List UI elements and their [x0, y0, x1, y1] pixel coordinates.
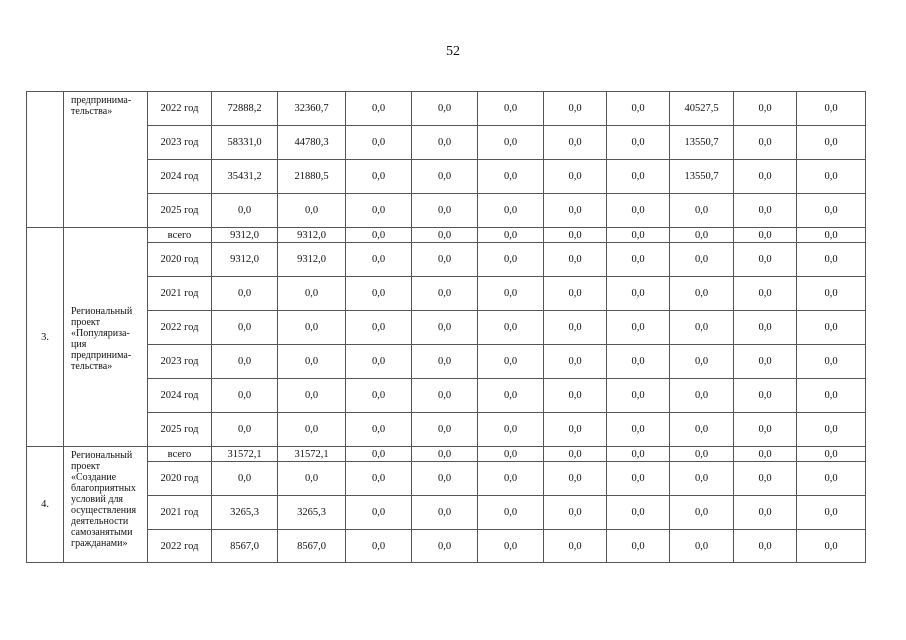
year-cell: 2024 год	[148, 160, 212, 194]
value-cell: 0,0	[212, 345, 278, 379]
value-cell: 3265,3	[278, 496, 346, 530]
value-cell: 9312,0	[278, 243, 346, 277]
value-cell: 0,0	[544, 160, 607, 194]
value-cell: 0,0	[797, 379, 866, 413]
value-cell: 0,0	[346, 447, 412, 462]
value-cell: 0,0	[478, 413, 544, 447]
value-cell: 31572,1	[212, 447, 278, 462]
value-cell: 0,0	[670, 194, 734, 228]
value-cell: 0,0	[412, 126, 478, 160]
value-cell: 32360,7	[278, 92, 346, 126]
value-cell: 0,0	[544, 277, 607, 311]
row-index: 3.	[27, 228, 64, 447]
value-cell: 0,0	[670, 243, 734, 277]
year-cell: 2022 год	[148, 92, 212, 126]
value-cell: 0,0	[607, 277, 670, 311]
value-cell: 0,0	[412, 160, 478, 194]
value-cell: 0,0	[544, 228, 607, 243]
value-cell: 0,0	[607, 413, 670, 447]
value-cell: 0,0	[412, 496, 478, 530]
value-cell: 0,0	[607, 462, 670, 496]
value-cell: 31572,1	[278, 447, 346, 462]
value-cell: 0,0	[797, 530, 866, 563]
value-cell: 0,0	[278, 379, 346, 413]
value-cell: 0,0	[412, 243, 478, 277]
year-cell: 2022 год	[148, 530, 212, 563]
value-cell: 0,0	[734, 311, 797, 345]
year-cell: 2025 год	[148, 194, 212, 228]
value-cell: 0,0	[607, 160, 670, 194]
value-cell: 0,0	[544, 92, 607, 126]
budget-table	[26, 91, 866, 563]
value-cell: 0,0	[797, 462, 866, 496]
value-cell: 0,0	[212, 462, 278, 496]
value-cell: 0,0	[478, 462, 544, 496]
value-cell: 0,0	[607, 379, 670, 413]
value-cell: 40527,5	[670, 92, 734, 126]
table-row	[27, 496, 866, 530]
value-cell: 0,0	[670, 277, 734, 311]
value-cell: 0,0	[278, 311, 346, 345]
value-cell: 0,0	[346, 379, 412, 413]
value-cell: 0,0	[478, 345, 544, 379]
value-cell: 0,0	[734, 447, 797, 462]
year-cell: всего	[148, 447, 212, 462]
value-cell: 0,0	[797, 447, 866, 462]
table-row	[27, 413, 866, 447]
value-cell: 0,0	[478, 243, 544, 277]
value-cell: 0,0	[734, 228, 797, 243]
value-cell: 0,0	[346, 413, 412, 447]
value-cell: 0,0	[734, 462, 797, 496]
project-name: Региональный проект «Создание благоприятных условий для осуществления деятельности самозанятыми гражданами»	[64, 447, 148, 563]
value-cell: 0,0	[346, 345, 412, 379]
value-cell: 0,0	[607, 496, 670, 530]
value-cell: 0,0	[797, 345, 866, 379]
value-cell: 0,0	[478, 228, 544, 243]
value-cell: 0,0	[544, 126, 607, 160]
value-cell: 0,0	[478, 92, 544, 126]
value-cell: 0,0	[670, 447, 734, 462]
value-cell: 0,0	[734, 126, 797, 160]
value-cell: 0,0	[544, 413, 607, 447]
value-cell: 0,0	[544, 496, 607, 530]
value-cell: 0,0	[412, 228, 478, 243]
value-cell: 0,0	[670, 496, 734, 530]
year-cell: всего	[148, 228, 212, 243]
value-cell: 0,0	[412, 345, 478, 379]
value-cell: 0,0	[478, 194, 544, 228]
value-cell: 0,0	[544, 462, 607, 496]
value-cell: 0,0	[212, 311, 278, 345]
value-cell: 0,0	[278, 462, 346, 496]
year-cell: 2022 год	[148, 311, 212, 345]
value-cell: 0,0	[412, 92, 478, 126]
value-cell: 0,0	[478, 160, 544, 194]
value-cell: 0,0	[346, 530, 412, 563]
value-cell: 0,0	[346, 311, 412, 345]
value-cell: 0,0	[278, 413, 346, 447]
page-number: 52	[446, 44, 460, 59]
value-cell: 44780,3	[278, 126, 346, 160]
value-cell: 0,0	[607, 92, 670, 126]
value-cell: 0,0	[478, 530, 544, 563]
value-cell: 0,0	[346, 462, 412, 496]
value-cell: 0,0	[544, 194, 607, 228]
value-cell: 0,0	[544, 311, 607, 345]
year-cell: 2023 год	[148, 345, 212, 379]
value-cell: 21880,5	[278, 160, 346, 194]
table-row	[27, 311, 866, 345]
value-cell: 0,0	[797, 194, 866, 228]
value-cell: 0,0	[478, 379, 544, 413]
table-row	[27, 345, 866, 379]
table-row	[27, 92, 866, 126]
value-cell: 0,0	[734, 345, 797, 379]
value-cell: 0,0	[412, 462, 478, 496]
value-cell: 0,0	[346, 277, 412, 311]
value-cell: 0,0	[607, 126, 670, 160]
value-cell: 0,0	[346, 243, 412, 277]
value-cell: 0,0	[734, 530, 797, 563]
value-cell: 13550,7	[670, 160, 734, 194]
value-cell: 0,0	[346, 160, 412, 194]
value-cell: 0,0	[670, 379, 734, 413]
value-cell: 0,0	[607, 345, 670, 379]
value-cell: 0,0	[212, 379, 278, 413]
value-cell: 0,0	[212, 413, 278, 447]
table-row	[27, 243, 866, 277]
year-cell: 2021 год	[148, 277, 212, 311]
year-cell: 2020 год	[148, 462, 212, 496]
value-cell: 0,0	[797, 126, 866, 160]
value-cell: 0,0	[412, 413, 478, 447]
year-cell: 2025 год	[148, 413, 212, 447]
value-cell: 0,0	[797, 311, 866, 345]
row-index: 4.	[27, 447, 64, 563]
value-cell: 58331,0	[212, 126, 278, 160]
value-cell: 0,0	[412, 311, 478, 345]
value-cell: 0,0	[478, 311, 544, 345]
table-row	[27, 194, 866, 228]
table-row	[27, 379, 866, 413]
value-cell: 0,0	[544, 345, 607, 379]
value-cell: 35431,2	[212, 160, 278, 194]
value-cell: 0,0	[346, 126, 412, 160]
table-row	[27, 277, 866, 311]
table-row	[27, 530, 866, 563]
value-cell: 0,0	[734, 413, 797, 447]
value-cell: 0,0	[797, 92, 866, 126]
value-cell: 0,0	[670, 413, 734, 447]
value-cell: 0,0	[607, 243, 670, 277]
value-cell: 0,0	[478, 447, 544, 462]
value-cell: 0,0	[412, 194, 478, 228]
value-cell: 0,0	[278, 277, 346, 311]
value-cell: 0,0	[607, 530, 670, 563]
value-cell: 0,0	[278, 194, 346, 228]
value-cell: 0,0	[670, 530, 734, 563]
value-cell: 0,0	[670, 228, 734, 243]
value-cell: 0,0	[346, 194, 412, 228]
value-cell: 0,0	[670, 311, 734, 345]
year-cell: 2024 год	[148, 379, 212, 413]
value-cell: 8567,0	[212, 530, 278, 563]
value-cell: 3265,3	[212, 496, 278, 530]
value-cell: 9312,0	[212, 228, 278, 243]
value-cell: 0,0	[412, 277, 478, 311]
value-cell: 0,0	[797, 413, 866, 447]
value-cell: 0,0	[734, 243, 797, 277]
value-cell: 0,0	[734, 379, 797, 413]
value-cell: 0,0	[797, 160, 866, 194]
year-cell: 2023 год	[148, 126, 212, 160]
value-cell: 0,0	[797, 496, 866, 530]
table-row	[27, 462, 866, 496]
value-cell: 0,0	[212, 194, 278, 228]
value-cell: 0,0	[478, 277, 544, 311]
value-cell: 0,0	[544, 447, 607, 462]
value-cell: 0,0	[412, 447, 478, 462]
project-name: предпринима- тельства»	[64, 92, 148, 228]
year-cell: 2021 год	[148, 496, 212, 530]
value-cell: 0,0	[670, 462, 734, 496]
value-cell: 13550,7	[670, 126, 734, 160]
value-cell: 0,0	[797, 243, 866, 277]
value-cell: 0,0	[412, 379, 478, 413]
value-cell: 0,0	[412, 530, 478, 563]
value-cell: 0,0	[797, 228, 866, 243]
table-row	[27, 228, 866, 243]
value-cell: 0,0	[607, 194, 670, 228]
value-cell: 0,0	[478, 496, 544, 530]
value-cell: 9312,0	[212, 243, 278, 277]
project-name: Региональный проект «Популяриза- ция предпринима- тельства»	[64, 228, 148, 447]
value-cell: 0,0	[544, 243, 607, 277]
value-cell: 0,0	[607, 311, 670, 345]
value-cell: 0,0	[544, 379, 607, 413]
value-cell: 0,0	[797, 277, 866, 311]
table-row	[27, 447, 866, 462]
value-cell: 0,0	[734, 277, 797, 311]
value-cell: 0,0	[346, 228, 412, 243]
value-cell: 8567,0	[278, 530, 346, 563]
value-cell: 0,0	[544, 530, 607, 563]
value-cell: 0,0	[734, 194, 797, 228]
year-cell: 2020 год	[148, 243, 212, 277]
value-cell: 0,0	[478, 126, 544, 160]
value-cell: 0,0	[346, 496, 412, 530]
value-cell: 72888,2	[212, 92, 278, 126]
value-cell: 0,0	[670, 345, 734, 379]
value-cell: 0,0	[607, 447, 670, 462]
value-cell: 9312,0	[278, 228, 346, 243]
value-cell: 0,0	[278, 345, 346, 379]
value-cell: 0,0	[734, 496, 797, 530]
row-index	[27, 92, 64, 228]
value-cell: 0,0	[607, 228, 670, 243]
value-cell: 0,0	[734, 160, 797, 194]
value-cell: 0,0	[346, 92, 412, 126]
table-row	[27, 160, 866, 194]
table-row	[27, 126, 866, 160]
value-cell: 0,0	[212, 277, 278, 311]
value-cell: 0,0	[734, 92, 797, 126]
